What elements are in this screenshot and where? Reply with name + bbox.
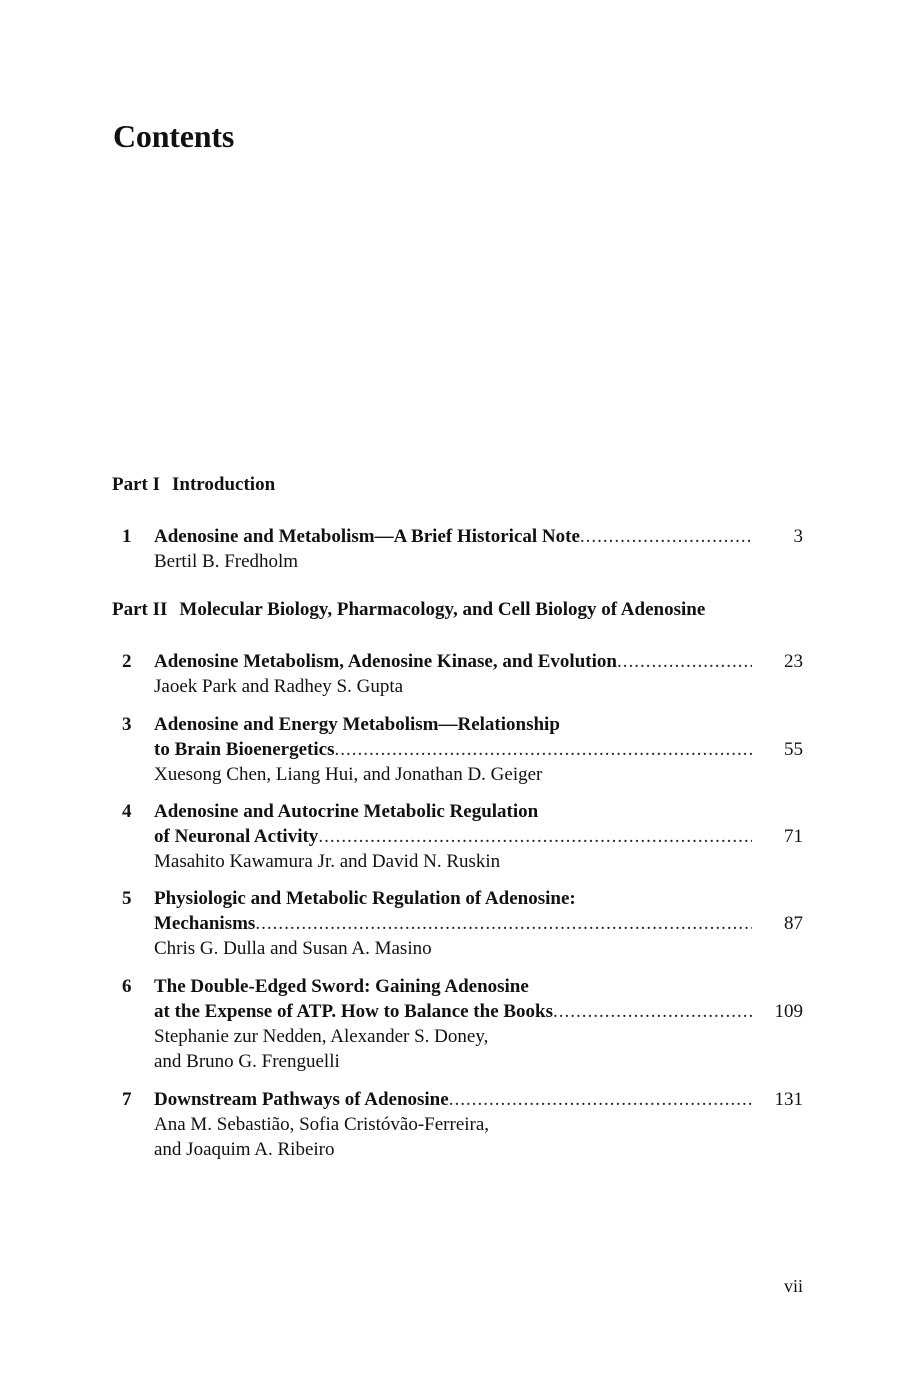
chapter-title[interactable]: Adenosine and Energy Metabolism—Relationship [154, 714, 560, 735]
dot-leader [318, 824, 752, 849]
chapter-title[interactable]: Adenosine Metabolism, Adenosine Kinase, and Evolution [154, 651, 617, 672]
dot-leader [580, 524, 752, 549]
chapter-title[interactable]: Adenosine and Metabolism—A Brief Historical Note [154, 526, 580, 547]
page-number[interactable]: 55 [784, 739, 803, 760]
dot-leader [255, 911, 752, 936]
chapter-title-line [154, 999, 752, 1024]
chapter-number: 1 [122, 526, 132, 547]
dot-leader [334, 737, 752, 762]
chapter-title-line [154, 649, 752, 674]
part-number: Part II [112, 599, 168, 620]
part-number: Part I [112, 474, 161, 495]
chapter-title-cont[interactable]: of Neuronal Activity [154, 826, 319, 847]
chapter-number: 6 [122, 976, 132, 997]
chapter-title-line [154, 824, 752, 849]
chapter-title[interactable]: The Double-Edged Sword: Gaining Adenosine [154, 976, 529, 997]
dot-leader [617, 649, 752, 674]
dot-leader [449, 1087, 752, 1112]
dot-leader [553, 999, 752, 1024]
page-number[interactable]: 3 [793, 526, 803, 547]
folio-page-number: vii [783, 1276, 803, 1296]
chapter-number: 4 [122, 801, 132, 822]
chapter-authors: Chris G. Dulla and Susan A. Masino [154, 938, 432, 959]
chapter-number: 5 [122, 888, 132, 909]
chapter-number: 2 [122, 651, 132, 672]
chapter-number: 7 [122, 1089, 132, 1110]
chapter-title[interactable]: Downstream Pathways of Adenosine [154, 1089, 449, 1110]
page-number[interactable]: 23 [784, 651, 803, 672]
chapter-authors: Ana M. Sebastião, Sofia Cristóvão-Ferreira, [154, 1114, 490, 1135]
chapter-authors: Xuesong Chen, Liang Hui, and Jonathan D. Geiger [154, 764, 543, 785]
chapter-authors-cont: and Joaquim A. Ribeiro [154, 1139, 335, 1160]
chapter-title[interactable]: Adenosine and Autocrine Metabolic Regulation [154, 801, 539, 822]
chapter-authors-cont: and Bruno G. Frenguelli [154, 1051, 340, 1072]
chapter-title-line [154, 524, 752, 549]
page-number[interactable]: 109 [774, 1001, 803, 1022]
page-number[interactable]: 131 [774, 1089, 803, 1110]
chapter-authors: Jaoek Park and Radhey S. Gupta [154, 676, 404, 697]
chapter-number: 3 [122, 714, 132, 735]
part-heading [112, 599, 705, 621]
page-number[interactable]: 87 [784, 913, 803, 934]
page-number[interactable]: 71 [784, 826, 803, 847]
chapter-authors: Masahito Kawamura Jr. and David N. Ruskin [154, 851, 501, 872]
part-title: Molecular Biology, Pharmacology, and Cell Biology of Adenosine [179, 599, 706, 620]
chapter-title[interactable]: Physiologic and Metabolic Regulation of Adenosine: [154, 888, 576, 909]
part-heading [112, 474, 275, 496]
chapter-title-line [154, 911, 752, 936]
chapter-title-cont[interactable]: to Brain Bioenergetics [154, 739, 335, 760]
chapter-authors: Stephanie zur Nedden, Alexander S. Doney, [154, 1026, 489, 1047]
chapter-title-cont[interactable]: Mechanisms [154, 913, 256, 934]
chapter-title-line [154, 737, 752, 762]
part-title: Introduction [172, 474, 276, 495]
chapter-title-line [154, 1087, 752, 1112]
chapter-title-cont[interactable]: at the Expense of ATP. How to Balance the Books [154, 1001, 554, 1022]
chapter-authors: Bertil B. Fredholm [154, 551, 299, 572]
page-title: Contents [113, 118, 235, 154]
